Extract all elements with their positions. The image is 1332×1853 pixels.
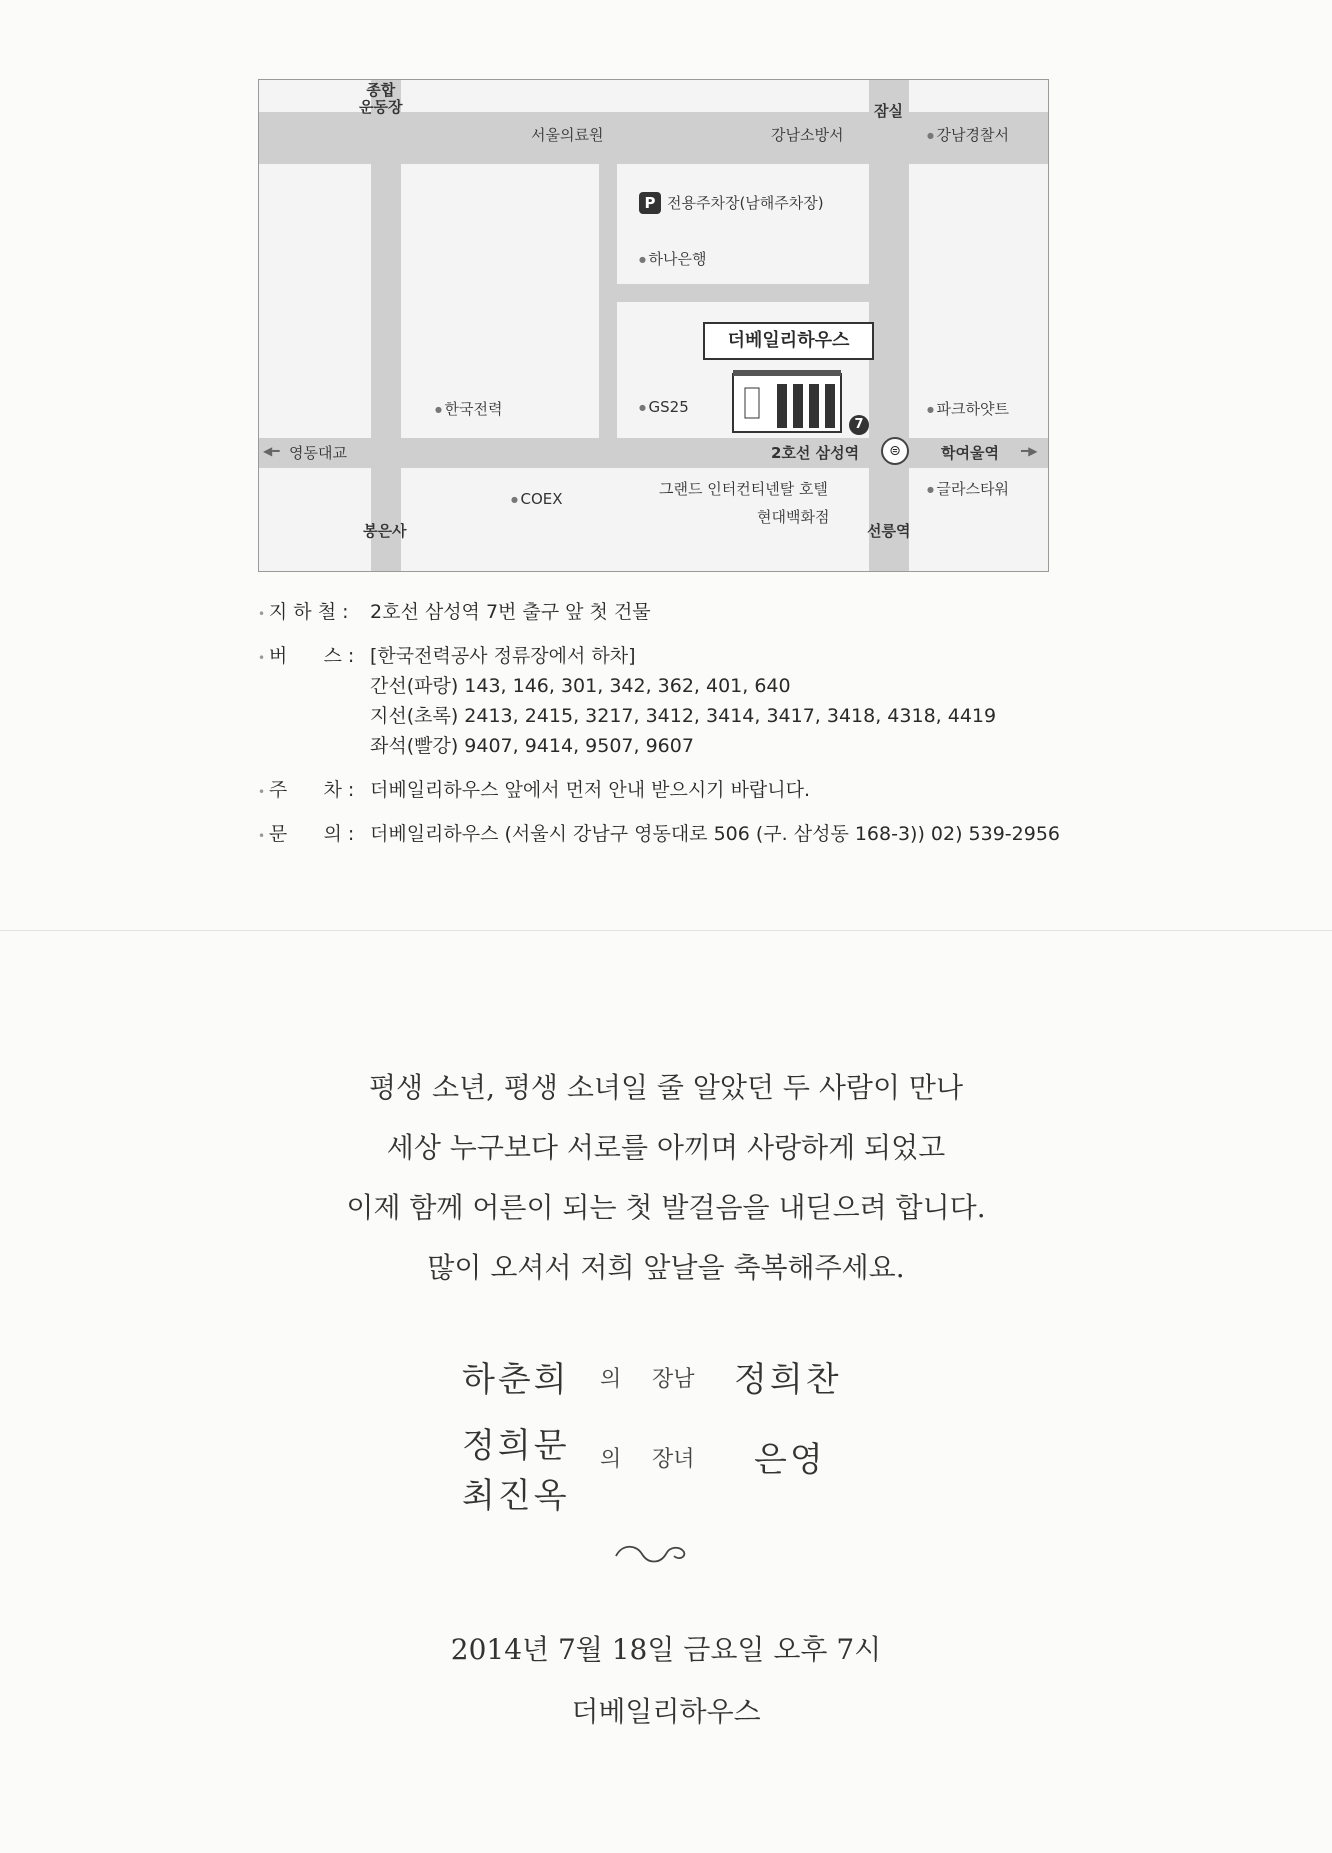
- message-line-2: 세상 누구보다 서로를 아끼며 사랑하게 되었고: [386, 1131, 946, 1164]
- inquiry-value: 더베일리하우스 (서울시 강남구 영동대로 506 (구. 삼성동 168-3)) 02) 539-2956: [370, 823, 1061, 845]
- message-line-4: 많이 오셔서 저희 앞날을 축복해주세요.: [427, 1251, 905, 1284]
- arrow-left: ◀━: [263, 444, 280, 458]
- venue-building-icon: [731, 368, 843, 434]
- road-mid: [617, 284, 869, 302]
- label-jonghap: 종합 운동장: [359, 81, 403, 116]
- road-center: [599, 164, 617, 438]
- bride-mother-name: 최진옥: [462, 1476, 570, 1516]
- bus-green: 지선(초록) 2413, 2415, 3217, 3412, 3414, 3417, 3418, 4318, 4419: [370, 705, 997, 727]
- label-coex: ● COEX: [511, 490, 563, 508]
- arrow-right: ━▶: [1021, 444, 1038, 458]
- label-grand-hotel: 그랜드 인터컨티넨탈 호텔: [659, 480, 828, 498]
- location-map: [258, 79, 1049, 572]
- label-hakyeoul: 학여울역: [941, 444, 999, 462]
- road-yeongdong: [869, 80, 909, 571]
- label-yeongdong-bridge: 영동대교: [289, 444, 347, 462]
- subway-icon: ⊜: [881, 437, 909, 465]
- bride-name: 은영: [754, 1440, 826, 1480]
- label-glass-tower: ● 글라스타워: [927, 478, 1009, 499]
- bride-relation: 장녀: [652, 1447, 695, 1472]
- label-kepco: ● 한국전력: [435, 398, 503, 419]
- label-gangnam-fire: 강남소방서: [771, 126, 844, 144]
- parking-row: [258, 775, 1060, 805]
- label-samseong-station: 2호선 삼성역: [771, 444, 860, 462]
- event-date: 2014년 7월 18일 금요일 오후 7시: [450, 1633, 882, 1666]
- groom-name: 정희찬: [734, 1360, 842, 1400]
- label-gs25: ● GS25: [639, 398, 689, 416]
- parking-label: 전용주차장(남해주차장): [667, 194, 824, 212]
- groom-parent-name: 하춘희: [462, 1360, 570, 1400]
- exit-7-badge: 7: [849, 415, 869, 435]
- bus-red: 좌석(빨강) 9407, 9414, 9507, 9607: [370, 735, 694, 757]
- bus-row: [258, 641, 1060, 761]
- subway-row: [258, 597, 1060, 627]
- directions-section: [258, 597, 1060, 863]
- label-parking: [639, 192, 824, 214]
- label-jamsil: 잠실: [874, 102, 903, 120]
- parking-key: • 주 차 :: [258, 775, 358, 807]
- bus-key: • 버 스 :: [258, 641, 358, 673]
- label-bongeunsa: 봉은사: [363, 522, 407, 540]
- bride-father-name: 정희문: [462, 1426, 570, 1466]
- label-seolleung: 선릉역: [867, 522, 911, 540]
- message-line-1: 평생 소년, 평생 소녀일 줄 알았던 두 사람이 만나: [368, 1071, 964, 1104]
- label-hana-bank: ● 하나은행: [639, 248, 707, 269]
- groom-relation: 장남: [652, 1367, 695, 1392]
- event-place: 더베일리하우스: [571, 1695, 761, 1728]
- label-hyundai-dept: 현대백화점: [757, 508, 830, 526]
- bus-note: [한국전력공사 정류장에서 하차]: [370, 645, 636, 667]
- parking-icon: P: [639, 192, 661, 214]
- message-line-3: 이제 함께 어른이 되는 첫 발걸음을 내딛으려 합니다.: [346, 1191, 986, 1224]
- label-gangnam-police: ● 강남경찰서: [927, 124, 1009, 145]
- of-label-2: 의: [600, 1447, 622, 1472]
- inquiry-key: • 문 의 :: [258, 819, 358, 851]
- parking-value: 더베일리하우스 앞에서 먼저 안내 받으시기 바랍니다.: [370, 779, 811, 801]
- inquiry-row: [258, 819, 1060, 849]
- label-park-hyatt: ● 파크하얏트: [927, 398, 1009, 419]
- subway-value: 2호선 삼성역 7번 출구 앞 첫 건물: [370, 601, 651, 623]
- of-label-1: 의: [600, 1367, 622, 1392]
- subway-key: • 지 하 철 :: [258, 597, 358, 629]
- ornament-flourish-icon: [612, 1540, 688, 1568]
- road-left: [371, 80, 401, 571]
- fold-line: [0, 930, 1332, 931]
- bus-blue: 간선(파랑) 143, 146, 301, 342, 362, 401, 640: [370, 675, 791, 697]
- label-seoul-clinic: 서울의료원: [531, 126, 604, 144]
- venue-label-box: 더베일리하우스: [703, 322, 874, 360]
